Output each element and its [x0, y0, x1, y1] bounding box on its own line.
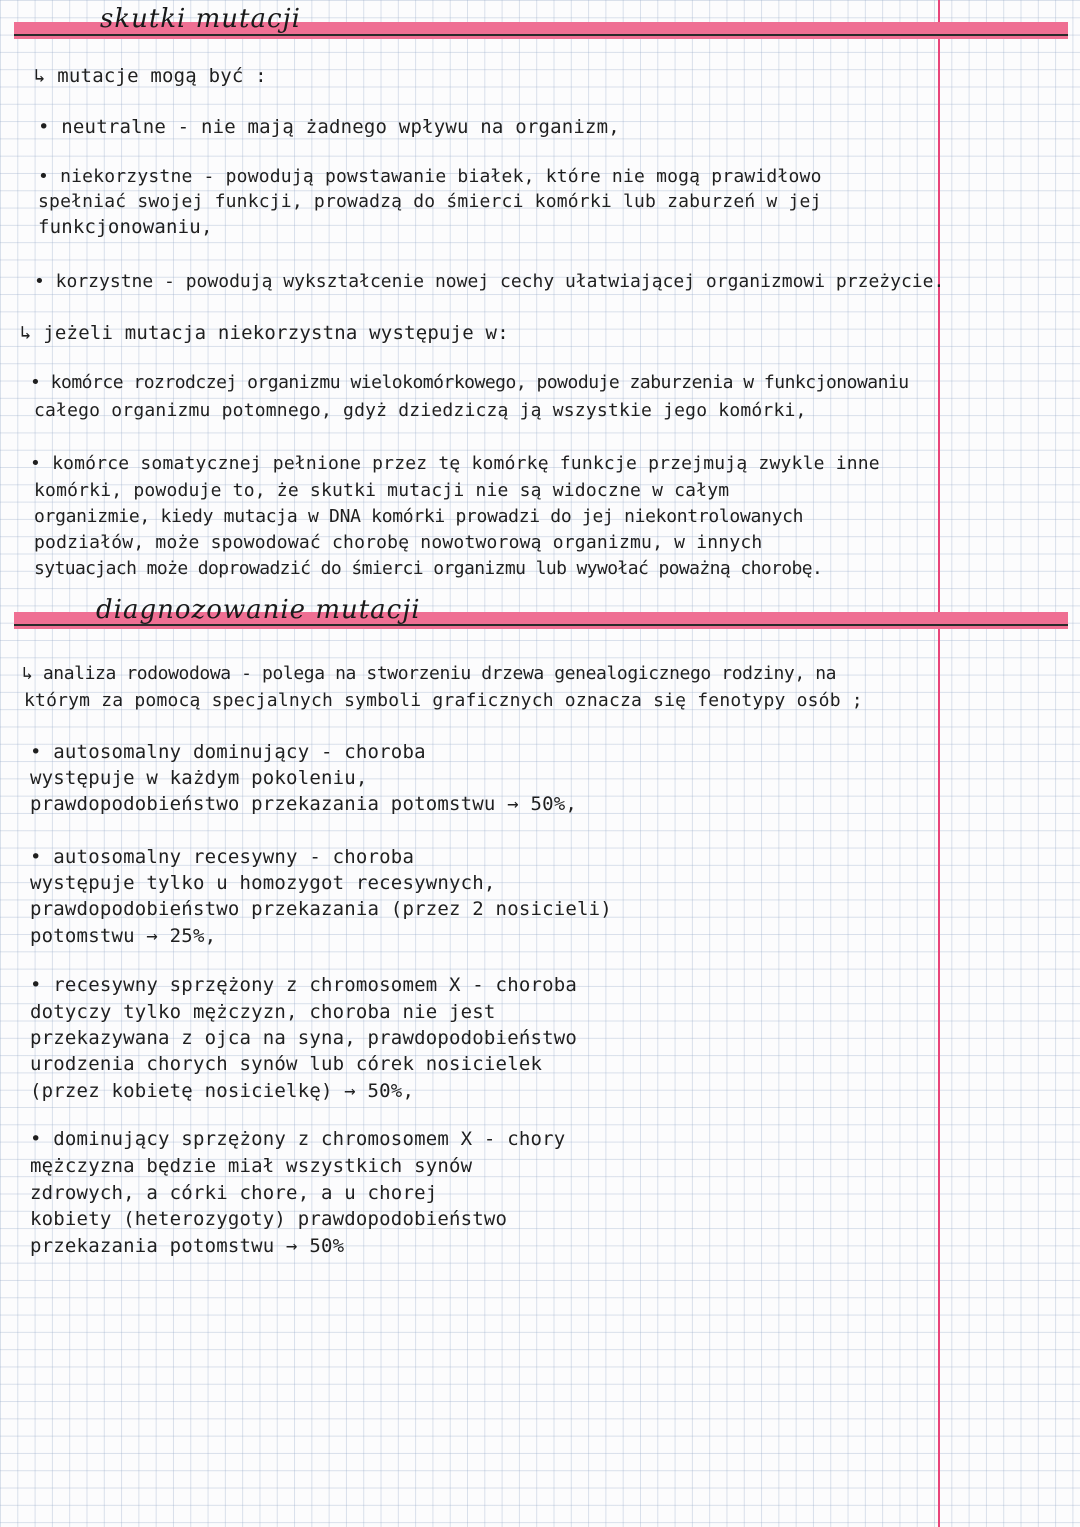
text-line: • neutralne - nie mają żadnego wpływu na organizm, [38, 116, 620, 138]
text-line: (przez kobietę nosicielkę) → 50%, [30, 1080, 415, 1102]
text-line: podziałów, może spowodować chorobę nowotworową organizmu, w innych [34, 532, 763, 553]
title-underline [14, 34, 1068, 36]
text-line: ↳ jeżeli mutacja niekorzystna występuje w: [20, 322, 509, 344]
intro-line: ↳ mutacje mogą być : [34, 65, 267, 87]
section-title-diagnozowanie-mutacji: diagnozowanie mutacji [96, 595, 421, 625]
text-line: • komórce rozrodczej organizmu wielokomórkowego, powoduje zaburzenia w funkcjonowaniu [30, 372, 909, 393]
text-line: • dominujący sprzężony z chromosomem X - chory [30, 1128, 566, 1150]
text-line: • autosomalny recesywny - choroba [30, 846, 415, 868]
text-line: którym za pomocą specjalnych symboli graficznych oznacza się fenotypy osób ; [24, 690, 863, 711]
text-line: spełniać swojej funkcji, prowadzą do śmierci komórki lub zaburzeń w jej [38, 191, 822, 212]
text-line: zdrowych, a córki chore, a u chorej [30, 1182, 438, 1204]
section-title-skutki-mutacji: skutki mutacji [100, 4, 301, 34]
text-line: przekazania potomstwu → 50% [30, 1235, 345, 1257]
text-line: dotyczy tylko mężczyzn, choroba nie jest [30, 1001, 496, 1023]
text-line: • autosomalny dominujący - choroba [30, 741, 426, 763]
text-line: występuje tylko u homozygot recesywnych, [30, 872, 496, 894]
text-line: ↳ analiza rodowodowa - polega na stworzeniu drzewa genealogicznego rodziny, na [22, 663, 837, 684]
text-line: prawdopodobieństwo przekazania potomstwu → 50%, [30, 793, 578, 815]
text-line: • niekorzystne - powodują powstawanie białek, które nie mogą prawidłowo [38, 166, 822, 187]
text-line: funkcjonowaniu, [38, 216, 213, 238]
text-line: • recesywny sprzężony z chromosomem X - choroba [30, 974, 578, 996]
text-line: • komórce somatycznej pełnione przez tę komórkę funkcje przejmują zwykle inne [30, 453, 880, 474]
text-line: całego organizmu potomnego, gdyż dziedziczą ją wszystkie jego komórki, [34, 400, 807, 421]
text-line: kobiety (heterozygoty) prawdopodobieństwo [30, 1208, 508, 1230]
text-line: • korzystne - powodują wykształcenie nowej cechy ułatwiającej organizmowi przeżycie. [34, 271, 945, 292]
text-line: występuje w każdym pokoleniu, [30, 767, 368, 789]
text-line: komórki, powoduje to, że skutki mutacji nie są widoczne w całym [34, 480, 730, 501]
text-line: przekazywana z ojca na syna, prawdopodobieństwo [30, 1027, 578, 1049]
text-line: prawdopodobieństwo przekazania (przez 2 nosicieli) [30, 898, 612, 920]
text-line: sytuacjach może doprowadzić do śmierci organizmu lub wywołać poważną chorobę. [34, 558, 823, 579]
text-line: potomstwu → 25%, [30, 925, 217, 947]
margin-line [938, 0, 940, 1527]
text-line: organizmie, kiedy mutacja w DNA komórki prowadzi do jej niekontrolowanych [34, 506, 804, 527]
text-line: urodzenia chorych synów lub córek nosicielek [30, 1053, 543, 1075]
text-line: mężczyzna będzie miał wszystkich synów [30, 1155, 473, 1177]
